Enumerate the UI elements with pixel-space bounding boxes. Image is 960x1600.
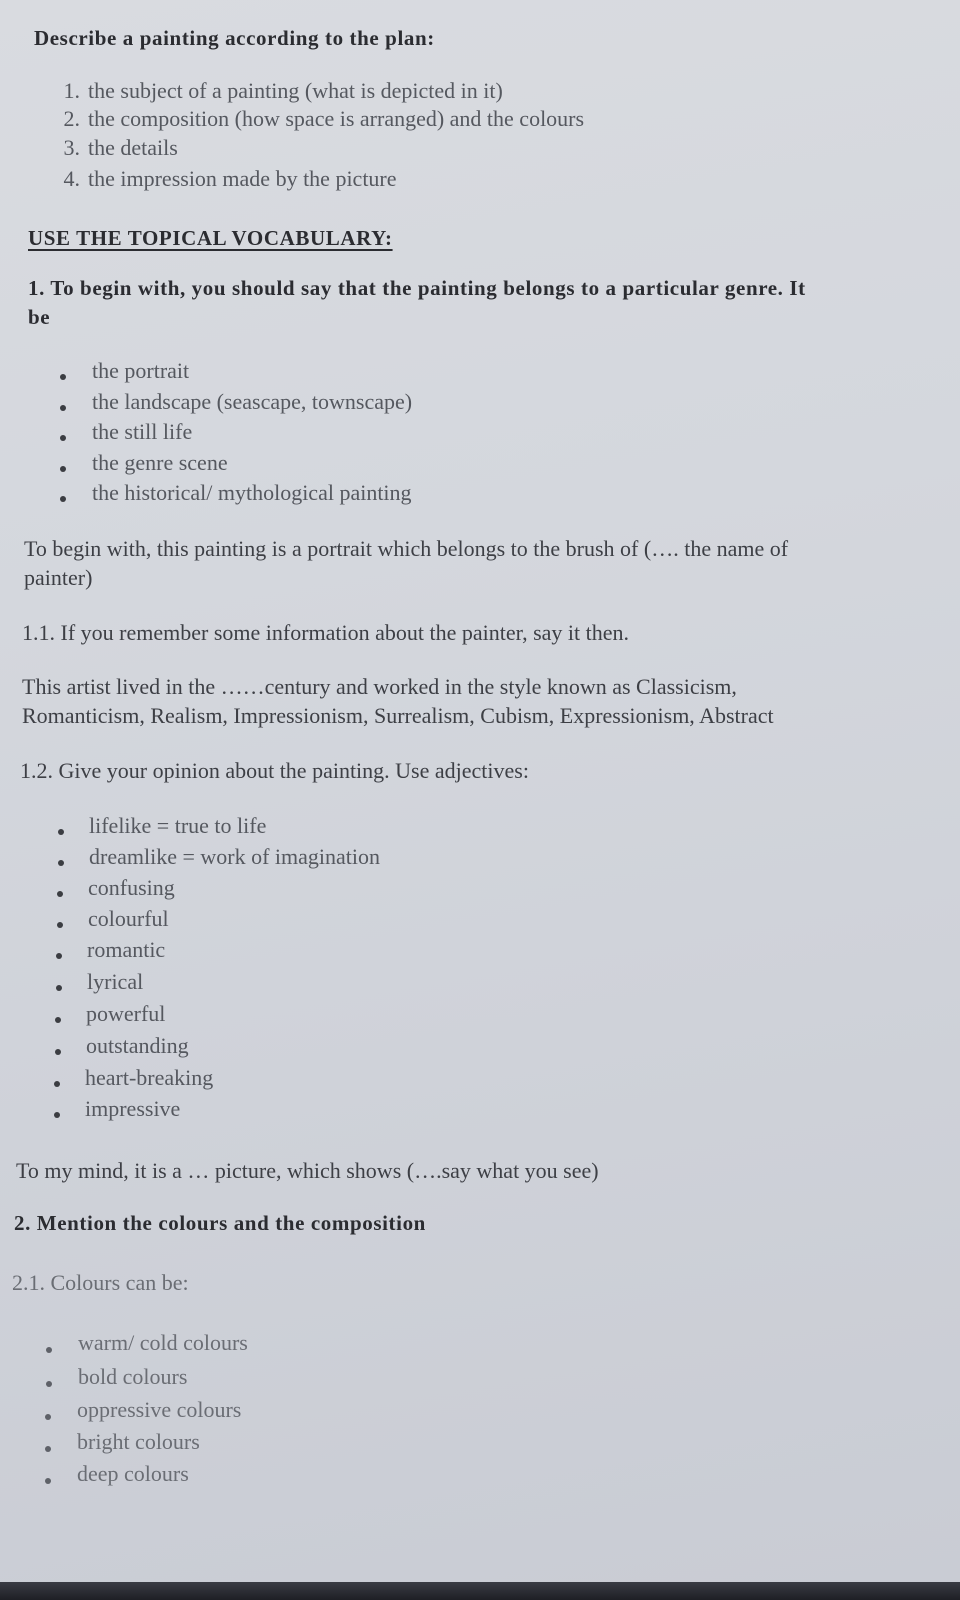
bullet-icon [60,435,66,441]
bullet-icon [54,1081,60,1087]
section-2-1-text: 2.1. Colours can be: [12,1270,189,1295]
genre-item: the landscape (seascape, townscape) [92,389,413,414]
plan-item-number: 4. [63,166,80,191]
adjective-item: impressive [85,1096,181,1121]
bullet-icon [57,891,63,897]
section-1-1-text: 1.1. If you remember some information about the painter, say it then. [22,620,630,645]
opinion-example-line: To my mind, it is a … picture, which shows (….say what you see) [16,1158,599,1183]
adjective-item: lyrical [87,969,144,994]
bullet-icon [56,985,62,991]
bullet-icon [60,374,66,380]
plan-item [50,166,397,192]
dark-background-strip [0,1582,960,1600]
plan-item-number: 2. [63,106,80,131]
bullet-icon [56,953,62,959]
artist-example-line: Romanticism, Realism, Impressionism, Surrealism, Cubism, Expressionism, Abstract [22,703,774,728]
bullet-icon [55,1017,61,1023]
bullet-icon [55,1049,61,1055]
plan-item-text: the details [88,135,178,160]
genre-item: the portrait [92,358,190,383]
colour-item: oppressive colours [77,1397,242,1422]
plan-item [50,106,584,132]
colour-item: deep colours [77,1461,189,1486]
bullet-icon [54,1112,60,1118]
artist-example-line: This artist lived in the ……century and worked in the style known as Classicism, [22,674,737,699]
genre-item: the genre scene [92,450,228,475]
vocabulary-heading: USE THE TOPICAL VOCABULARY: [28,226,393,250]
plan-item-number: 1. [63,78,80,103]
plan-item-text: the composition (how space is arranged) and the colours [88,106,585,131]
colour-item: warm/ cold colours [78,1330,248,1355]
bullet-icon [45,1478,51,1484]
section-1-2-text: 1.2. Give your opinion about the painting. Use adjectives: [20,758,529,783]
genre-item: the historical/ mythological painting [92,480,412,505]
adjective-item: outstanding [86,1033,189,1058]
genre-example-line: painter) [24,565,93,590]
bullet-icon [45,1414,51,1420]
plan-item [50,78,503,104]
colour-item: bright colours [77,1429,200,1454]
adjective-item: lifelike = true to life [89,813,267,838]
bullet-icon [60,496,66,502]
bullet-icon [58,860,64,866]
bullet-icon [60,466,66,472]
genre-example-line: To begin with, this painting is a portrait which belongs to the brush of (…. the name of [24,536,789,561]
bullet-icon [46,1347,52,1353]
adjective-item: dreamlike = work of imagination [89,844,380,869]
bullet-icon [60,405,66,411]
plan-title: Describe a painting according to the plan: [34,26,435,50]
plan-item-text: the impression made by the picture [88,166,397,191]
bullet-icon [58,829,64,835]
colour-item: bold colours [78,1364,188,1389]
plan-item [50,135,178,161]
adjective-item: colourful [88,906,169,931]
bullet-icon [45,1446,51,1452]
plan-item-number: 3. [63,135,80,160]
section-2-heading: 2. Mention the colours and the composition [14,1211,426,1235]
adjective-item: romantic [87,937,166,962]
plan-item-text: the subject of a painting (what is depicted in it) [88,78,503,103]
genre-item: the still life [92,419,193,444]
bullet-icon [46,1381,52,1387]
bullet-icon [57,922,63,928]
section-1-heading-continued: be [28,305,51,329]
adjective-item: confusing [88,875,175,900]
adjective-item: heart-breaking [85,1065,214,1090]
section-1-heading: 1. To begin with, you should say that the painting belongs to a particular genre. It [28,276,806,300]
adjective-item: powerful [86,1001,166,1026]
